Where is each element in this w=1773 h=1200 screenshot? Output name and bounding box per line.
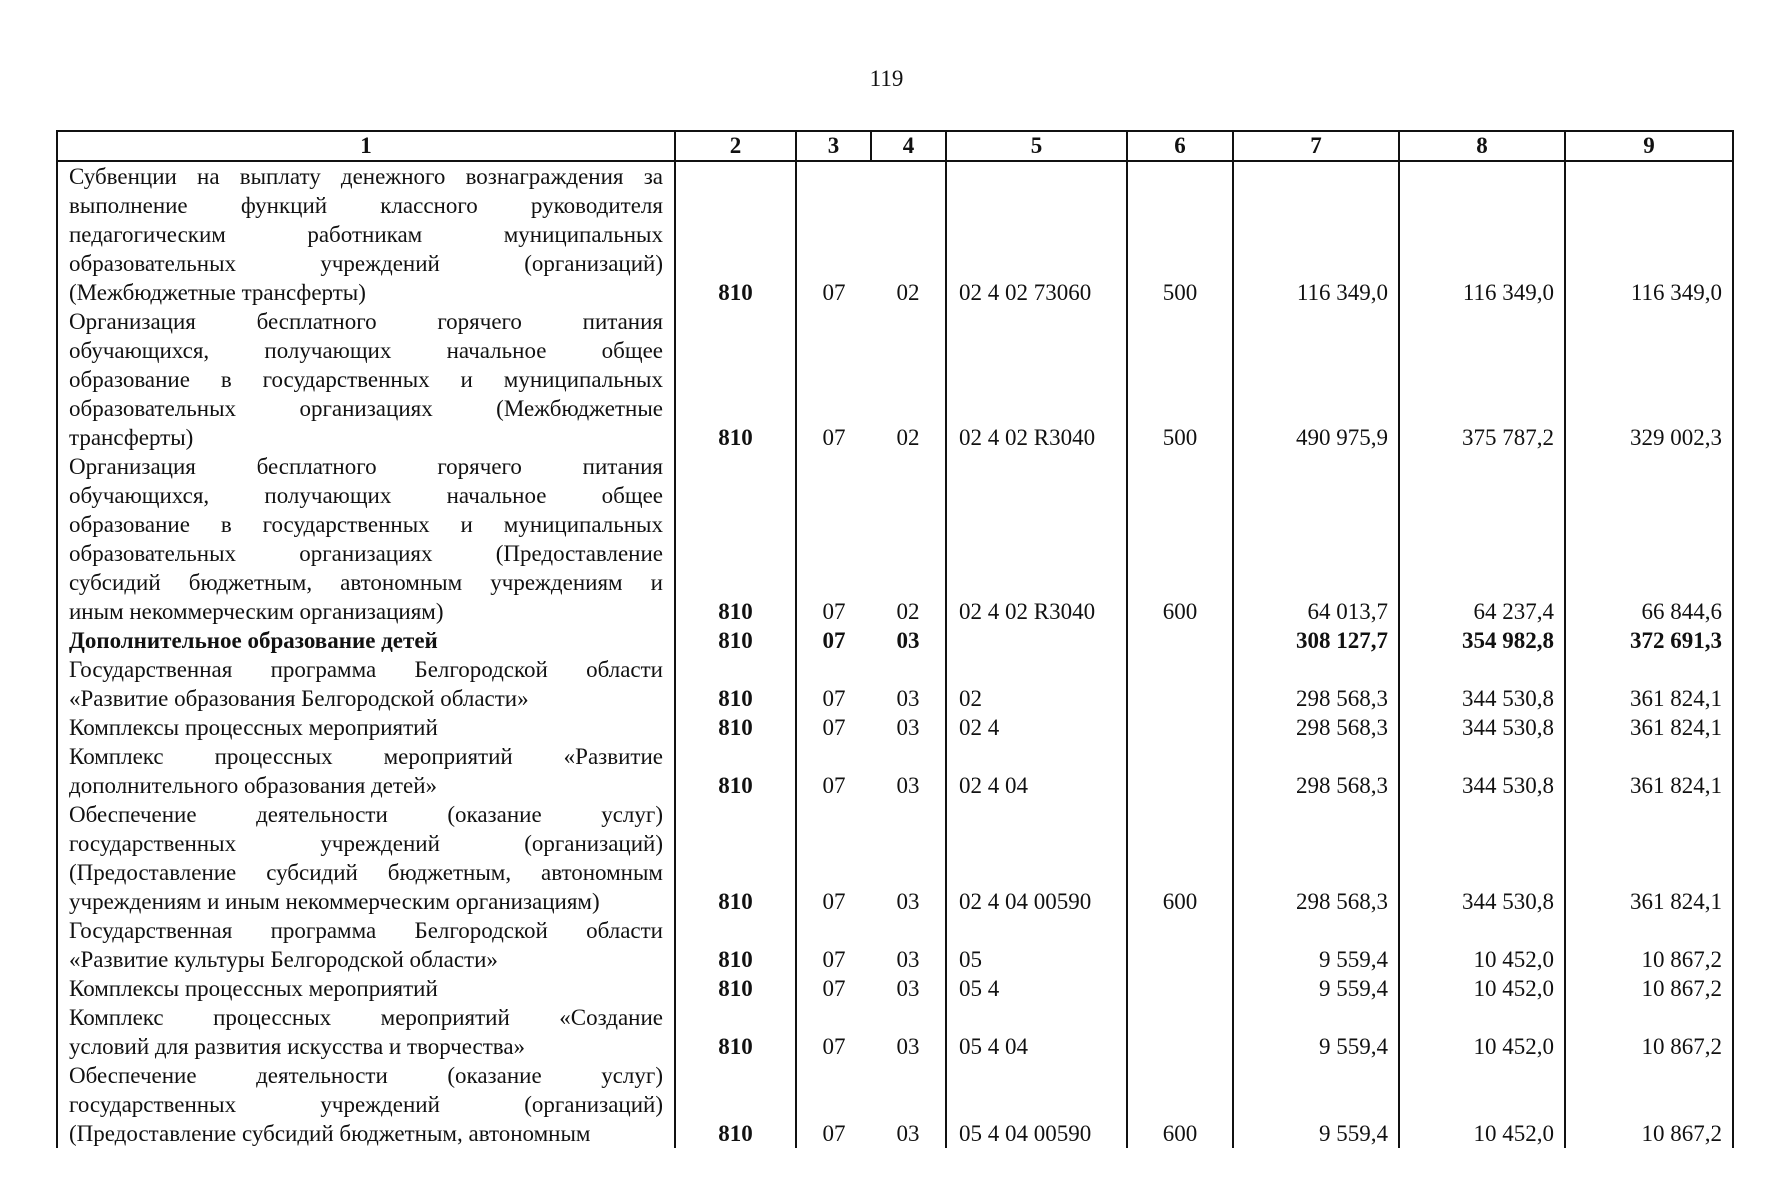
target-article-cell: 02 4 02 R3040 bbox=[946, 452, 1127, 626]
item-name-line: образование в государственных и муниципальных bbox=[69, 367, 663, 392]
amount-year3-cell: 361 824,1 bbox=[1565, 655, 1733, 713]
amount-year1-cell: 9 559,4 bbox=[1233, 1003, 1399, 1061]
item-name-line: Государственная программа Белгородской области bbox=[69, 657, 663, 682]
item-name-cell bbox=[57, 916, 675, 974]
amount-year3-cell: 116 349,0 bbox=[1565, 161, 1733, 307]
target-article-cell: 02 4 02 73060 bbox=[946, 161, 1127, 307]
item-name-line: Организация бесплатного горячего питания bbox=[69, 309, 663, 334]
item-name-line: Организация бесплатного горячего питания bbox=[69, 454, 663, 479]
code-cell: 810 bbox=[675, 452, 796, 626]
amount-year3-cell: 372 691,3 bbox=[1565, 626, 1733, 655]
item-name-cell bbox=[57, 161, 675, 307]
section-cell: 07 bbox=[796, 916, 871, 974]
amount-year3-cell: 361 824,1 bbox=[1565, 742, 1733, 800]
table-row bbox=[57, 452, 1733, 626]
table-row bbox=[57, 1003, 1733, 1061]
item-name-line: государственных учреждений (организаций) bbox=[69, 831, 663, 856]
amount-year2-cell: 344 530,8 bbox=[1399, 655, 1565, 713]
item-name-line: учреждениям и иным некоммерческим организациям) bbox=[69, 889, 600, 914]
code-cell: 810 bbox=[675, 713, 796, 742]
amount-year1-cell: 9 559,4 bbox=[1233, 974, 1399, 1003]
amount-year3-cell: 361 824,1 bbox=[1565, 800, 1733, 916]
amount-year1-cell: 308 127,7 bbox=[1233, 626, 1399, 655]
item-name-line: образовательных учреждений (организаций) bbox=[69, 251, 663, 276]
amount-year1-cell: 298 568,3 bbox=[1233, 800, 1399, 916]
target-article-cell: 05 4 bbox=[946, 974, 1127, 1003]
section-cell: 07 bbox=[796, 742, 871, 800]
subsection-cell: 03 bbox=[871, 742, 946, 800]
table-row bbox=[57, 916, 1733, 974]
item-name-cell bbox=[57, 1003, 675, 1061]
amount-year1-cell: 298 568,3 bbox=[1233, 655, 1399, 713]
code-cell: 810 bbox=[675, 916, 796, 974]
item-name-line: Комплекс процессных мероприятий «Развитие bbox=[69, 744, 663, 769]
code-cell: 810 bbox=[675, 974, 796, 1003]
amount-year3-cell: 10 867,2 bbox=[1565, 1003, 1733, 1061]
section-cell: 07 bbox=[796, 974, 871, 1003]
table-row bbox=[57, 974, 1733, 1003]
column-header-3: 3 bbox=[796, 131, 871, 161]
amount-year2-cell: 344 530,8 bbox=[1399, 713, 1565, 742]
table-row bbox=[57, 655, 1733, 713]
section-cell: 07 bbox=[796, 452, 871, 626]
target-article-cell: 05 4 04 00590 bbox=[946, 1061, 1127, 1148]
item-name-line: Дополнительное образование детей bbox=[69, 628, 438, 653]
item-name-line: обучающихся, получающих начальное общее bbox=[69, 338, 663, 363]
code-cell: 810 bbox=[675, 655, 796, 713]
subsection-cell: 03 bbox=[871, 1003, 946, 1061]
item-name-line: Государственная программа Белгородской области bbox=[69, 918, 663, 943]
expense-type-cell bbox=[1127, 974, 1233, 1003]
subsection-cell: 03 bbox=[871, 974, 946, 1003]
target-article-cell: 05 bbox=[946, 916, 1127, 974]
expense-type-cell: 500 bbox=[1127, 161, 1233, 307]
item-name-line: дополнительного образования детей» bbox=[69, 773, 437, 798]
target-article-cell: 02 4 04 00590 bbox=[946, 800, 1127, 916]
table-body bbox=[57, 161, 1733, 1148]
table-row bbox=[57, 742, 1733, 800]
item-name-cell bbox=[57, 713, 675, 742]
subsection-cell: 03 bbox=[871, 800, 946, 916]
amount-year3-cell: 361 824,1 bbox=[1565, 713, 1733, 742]
column-header-9: 9 bbox=[1565, 131, 1733, 161]
code-cell: 810 bbox=[675, 742, 796, 800]
budget-table bbox=[56, 130, 1734, 1148]
subsection-cell: 02 bbox=[871, 452, 946, 626]
item-name-cell bbox=[57, 742, 675, 800]
item-name-line: субсидий бюджетным, автономным учреждениям и bbox=[69, 570, 663, 595]
item-name-line: иным некоммерческим организациям) bbox=[69, 599, 444, 624]
section-cell: 07 bbox=[796, 800, 871, 916]
subsection-cell: 02 bbox=[871, 161, 946, 307]
amount-year1-cell: 490 975,9 bbox=[1233, 307, 1399, 452]
item-name-line: Комплекс процессных мероприятий «Создание bbox=[69, 1005, 663, 1030]
column-header-8: 8 bbox=[1399, 131, 1565, 161]
amount-year2-cell: 10 452,0 bbox=[1399, 1061, 1565, 1148]
subsection-cell: 03 bbox=[871, 916, 946, 974]
amount-year2-cell: 375 787,2 bbox=[1399, 307, 1565, 452]
item-name-cell bbox=[57, 974, 675, 1003]
column-header-7: 7 bbox=[1233, 131, 1399, 161]
item-name-line: трансферты) bbox=[69, 425, 194, 450]
code-cell: 810 bbox=[675, 307, 796, 452]
item-name-line: (Межбюджетные трансферты) bbox=[69, 280, 366, 305]
amount-year2-cell: 116 349,0 bbox=[1399, 161, 1565, 307]
amount-year1-cell: 298 568,3 bbox=[1233, 742, 1399, 800]
section-cell: 07 bbox=[796, 626, 871, 655]
subsection-cell: 03 bbox=[871, 1061, 946, 1148]
code-cell: 810 bbox=[675, 1003, 796, 1061]
expense-type-cell: 600 bbox=[1127, 452, 1233, 626]
amount-year2-cell: 354 982,8 bbox=[1399, 626, 1565, 655]
amount-year1-cell: 9 559,4 bbox=[1233, 1061, 1399, 1148]
target-article-cell: 02 4 bbox=[946, 713, 1127, 742]
item-name-line: (Предоставление субсидий бюджетным, автономным bbox=[69, 860, 663, 885]
code-cell: 810 bbox=[675, 800, 796, 916]
table-row bbox=[57, 307, 1733, 452]
expense-type-cell bbox=[1127, 626, 1233, 655]
item-name-line: условий для развития искусства и творчества» bbox=[69, 1034, 526, 1059]
table-row bbox=[57, 800, 1733, 916]
section-cell: 07 bbox=[796, 1003, 871, 1061]
expense-type-cell bbox=[1127, 713, 1233, 742]
table-row bbox=[57, 626, 1733, 655]
item-name-cell bbox=[57, 452, 675, 626]
column-header-4: 4 bbox=[871, 131, 946, 161]
column-header-1: 1 bbox=[57, 131, 675, 161]
item-name-line: «Развитие образования Белгородской области» bbox=[69, 686, 529, 711]
amount-year1-cell: 64 013,7 bbox=[1233, 452, 1399, 626]
section-cell: 07 bbox=[796, 1061, 871, 1148]
amount-year2-cell: 344 530,8 bbox=[1399, 800, 1565, 916]
item-name-line: педагогическим работникам муниципальных bbox=[69, 222, 663, 247]
column-header-2: 2 bbox=[675, 131, 796, 161]
subsection-cell: 03 bbox=[871, 655, 946, 713]
amount-year3-cell: 10 867,2 bbox=[1565, 1061, 1733, 1148]
expense-type-cell bbox=[1127, 916, 1233, 974]
expense-type-cell bbox=[1127, 1003, 1233, 1061]
target-article-cell: 05 4 04 bbox=[946, 1003, 1127, 1061]
item-name-line: (Предоставление субсидий бюджетным, автономным bbox=[69, 1121, 591, 1146]
amount-year1-cell: 9 559,4 bbox=[1233, 916, 1399, 974]
target-article-cell: 02 bbox=[946, 655, 1127, 713]
amount-year2-cell: 10 452,0 bbox=[1399, 916, 1565, 974]
code-cell: 810 bbox=[675, 1061, 796, 1148]
amount-year3-cell: 329 002,3 bbox=[1565, 307, 1733, 452]
amount-year3-cell: 10 867,2 bbox=[1565, 916, 1733, 974]
item-name-line: обучающихся, получающих начальное общее bbox=[69, 483, 663, 508]
item-name-line: государственных учреждений (организаций) bbox=[69, 1092, 663, 1117]
expense-type-cell bbox=[1127, 742, 1233, 800]
amount-year3-cell: 66 844,6 bbox=[1565, 452, 1733, 626]
item-name-line: Комплексы процессных мероприятий bbox=[69, 715, 438, 740]
item-name-line: Комплексы процессных мероприятий bbox=[69, 976, 438, 1001]
section-cell: 07 bbox=[796, 161, 871, 307]
item-name-line: выполнение функций классного руководителя bbox=[69, 193, 663, 218]
item-name-cell bbox=[57, 1061, 675, 1148]
item-name-cell bbox=[57, 800, 675, 916]
column-header-5: 5 bbox=[946, 131, 1127, 161]
item-name-line: Обеспечение деятельности (оказание услуг) bbox=[69, 802, 663, 827]
subsection-cell: 02 bbox=[871, 307, 946, 452]
amount-year2-cell: 10 452,0 bbox=[1399, 1003, 1565, 1061]
target-article-cell: 02 4 04 bbox=[946, 742, 1127, 800]
subsection-cell: 03 bbox=[871, 713, 946, 742]
item-name-line: «Развитие культуры Белгородской области» bbox=[69, 947, 498, 972]
table-row bbox=[57, 713, 1733, 742]
amount-year1-cell: 116 349,0 bbox=[1233, 161, 1399, 307]
target-article-cell bbox=[946, 626, 1127, 655]
target-article-cell: 02 4 02 R3040 bbox=[946, 307, 1127, 452]
expense-type-cell bbox=[1127, 655, 1233, 713]
item-name-cell bbox=[57, 655, 675, 713]
item-name-cell bbox=[57, 307, 675, 452]
amount-year2-cell: 344 530,8 bbox=[1399, 742, 1565, 800]
expense-type-cell: 600 bbox=[1127, 800, 1233, 916]
code-cell: 810 bbox=[675, 161, 796, 307]
code-cell: 810 bbox=[675, 626, 796, 655]
amount-year2-cell: 64 237,4 bbox=[1399, 452, 1565, 626]
table-row bbox=[57, 161, 1733, 307]
expense-type-cell: 500 bbox=[1127, 307, 1233, 452]
expense-type-cell: 600 bbox=[1127, 1061, 1233, 1148]
column-header-6: 6 bbox=[1127, 131, 1233, 161]
amount-year3-cell: 10 867,2 bbox=[1565, 974, 1733, 1003]
subsection-cell: 03 bbox=[871, 626, 946, 655]
item-name-line: Обеспечение деятельности (оказание услуг) bbox=[69, 1063, 663, 1088]
amount-year2-cell: 10 452,0 bbox=[1399, 974, 1565, 1003]
table-row bbox=[57, 1061, 1733, 1148]
item-name-line: образование в государственных и муниципальных bbox=[69, 512, 663, 537]
item-name-cell bbox=[57, 626, 675, 655]
item-name-line: образовательных организациях (Предоставление bbox=[69, 541, 663, 566]
page-number: 119 bbox=[869, 66, 904, 91]
amount-year1-cell: 298 568,3 bbox=[1233, 713, 1399, 742]
item-name-line: Субвенции на выплату денежного вознаграждения за bbox=[69, 164, 663, 189]
section-cell: 07 bbox=[796, 307, 871, 452]
section-cell: 07 bbox=[796, 655, 871, 713]
header-row bbox=[57, 131, 1733, 161]
item-name-line: образовательных организациях (Межбюджетные bbox=[69, 396, 663, 421]
section-cell: 07 bbox=[796, 713, 871, 742]
